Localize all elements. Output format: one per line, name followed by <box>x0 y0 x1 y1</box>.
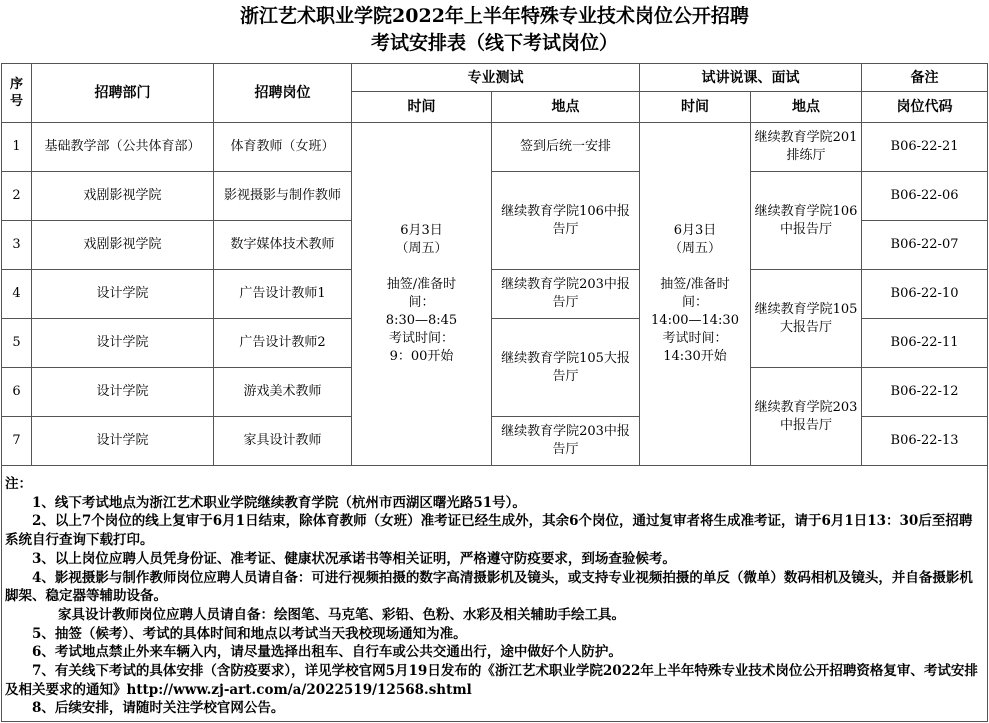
row-number: 4 <box>2 270 32 319</box>
table-row <box>2 123 988 172</box>
lecture-time-line: 14:00—14:30 <box>651 313 739 328</box>
lecture-time-line: 间： <box>681 295 708 310</box>
skill-place-r1: 签到后统一安排 <box>492 123 640 172</box>
row-dept: 设计学院 <box>32 270 214 319</box>
row-post: 影视摄影与制作教师 <box>214 172 352 221</box>
lecture-place-r23: 继续教育学院106中报告厅 <box>751 172 862 270</box>
row-code: B06-22-07 <box>862 221 988 270</box>
title-line1: 浙江艺术职业学院2022年上半年特殊专业技术岗位公开招聘 <box>240 5 749 27</box>
skill-time-line: 9：00开始 <box>389 349 454 364</box>
note-7: 7、有关线下考试的具体安排（含防疫要求），详见学校官网5月19日发布的《浙江艺术职业学院2022年上半年特殊专业技术岗位公开招聘资格复审、考试安排及相关要求的通知》http://www.zj-art.com/a/2022519/12568.shtml <box>5 663 978 698</box>
row-code: B06-22-13 <box>862 417 988 466</box>
header-dept: 招聘部门 <box>32 64 214 123</box>
lecture-place-r1: 继续教育学院201排练厅 <box>751 123 862 172</box>
skill-place-r4: 继续教育学院203中报告厅 <box>492 270 640 319</box>
row-number: 6 <box>2 368 32 417</box>
row-dept: 戏剧影视学院 <box>32 172 214 221</box>
note-1: 1、线下考试地点为浙江艺术职业学院继续教育学院（杭州市西湖区曙光路51号）。 <box>32 494 526 511</box>
skill-time-line: 间： <box>408 295 435 310</box>
row-code: B06-22-12 <box>862 368 988 417</box>
skill-time-line: 8:30—8:45 <box>385 313 458 328</box>
skill-time-line: 6月3日 <box>400 223 443 238</box>
notes-section <box>5 475 983 718</box>
row-post: 数字媒体技术教师 <box>214 221 352 270</box>
note-3: 3、以上岗位应聘人员凭身份证、准考证、健康状况承诺书等相关证明，严格遵守防疫要求，到场查验候考。 <box>32 550 676 567</box>
lecture-time-line <box>643 258 747 276</box>
lecture-time-line: 14:30开始 <box>663 349 727 364</box>
note-4: 4、影视摄影与制作教师岗位应聘人员请自备：可进行视频拍摄的数字高清摄影机及镜头，或支持专业视频拍摄的单反（微单）数码相机及镜头，并自备摄影机脚架、稳定器等辅助设备。 <box>5 569 973 605</box>
table-row <box>2 172 988 221</box>
lecture-time-line: 抽签/准备时 <box>660 277 730 292</box>
row-number: 5 <box>2 319 32 368</box>
lecture-time-line: 考试时间： <box>662 331 728 346</box>
header-skill-time: 时间 <box>352 92 492 123</box>
row-post: 广告设计教师2 <box>214 319 352 368</box>
lecture-place-r45: 继续教育学院105大报告厅 <box>751 270 862 368</box>
skill-place-r7: 继续教育学院203中报告厅 <box>492 417 640 466</box>
row-code: B06-22-06 <box>862 172 988 221</box>
row-dept: 设计学院 <box>32 319 214 368</box>
lecture-time-line: 6月3日 <box>673 223 717 238</box>
header-lecture-place: 地点 <box>751 92 862 123</box>
note-2: 2、以上7个岗位的线上复审于6月1日结束，除体育教师（女班）准考证已经生成外，其余6个岗位，通过复审者将生成准考证，请于6月1日13：30后至招聘系统自行查询下载打印。 <box>5 513 973 549</box>
skill-time-line <box>355 258 488 276</box>
title-line2: 考试安排表（线下考试岗位） <box>370 32 618 54</box>
row-post: 体育教师（女班） <box>214 123 352 172</box>
row-post: 家具设计教师 <box>214 417 352 466</box>
header-post: 招聘岗位 <box>214 64 352 123</box>
header-lecture: 试讲说课、面试 <box>640 64 862 92</box>
table-row <box>2 270 988 319</box>
note-5: 5、抽签（候考）、考试的具体时间和地点以考试当天我校现场通知为准。 <box>32 625 467 642</box>
lecture-place-r67: 继续教育学院203中报告厅 <box>751 368 862 466</box>
header-skill-test: 专业测试 <box>352 64 640 92</box>
header-code: 岗位代码 <box>862 92 988 123</box>
skill-place-r56: 继续教育学院105大报告厅 <box>492 319 640 417</box>
skill-place-r23: 继续教育学院106中报告厅 <box>492 172 640 270</box>
header-skill-place: 地点 <box>492 92 640 123</box>
row-code: B06-22-10 <box>862 270 988 319</box>
row-number: 2 <box>2 172 32 221</box>
row-dept: 基础教学部（公共体育部） <box>32 123 214 172</box>
row-code: B06-22-21 <box>862 123 988 172</box>
row-dept: 戏剧影视学院 <box>32 221 214 270</box>
row-post: 广告设计教师1 <box>214 270 352 319</box>
header-seq: 序号 <box>2 64 32 123</box>
skill-time-line: （周五） <box>395 241 448 256</box>
note-6: 6、考试地点禁止外来车辆入内，请尽量选择出租车、自行车或公共交通出行，途中做好个人防护。 <box>32 644 622 661</box>
row-dept: 设计学院 <box>32 417 214 466</box>
notes-head: 注： <box>5 476 32 492</box>
note-8: 8、后续安排，请随时关注学校官网公告。 <box>32 700 285 717</box>
lecture-time-line: （周五） <box>668 241 721 256</box>
row-number: 7 <box>2 417 32 466</box>
row-number: 3 <box>2 221 32 270</box>
lecture-time-cell <box>640 123 751 466</box>
skill-time-line: 抽签/准备时 <box>386 277 457 292</box>
skill-time-line: 考试时间： <box>388 331 454 346</box>
row-post: 游戏美术教师 <box>214 368 352 417</box>
row-number: 1 <box>2 123 32 172</box>
header-lecture-time: 时间 <box>640 92 751 123</box>
skill-time-cell <box>352 123 492 466</box>
row-code: B06-22-11 <box>862 319 988 368</box>
schedule-table <box>1 63 988 466</box>
row-dept: 设计学院 <box>32 368 214 417</box>
note-4b: 家具设计教师岗位应聘人员请自备：绘图笔、马克笔、彩铅、色粉、水彩及相关辅助手绘工具。 <box>58 606 625 623</box>
header-remark: 备注 <box>862 64 988 92</box>
